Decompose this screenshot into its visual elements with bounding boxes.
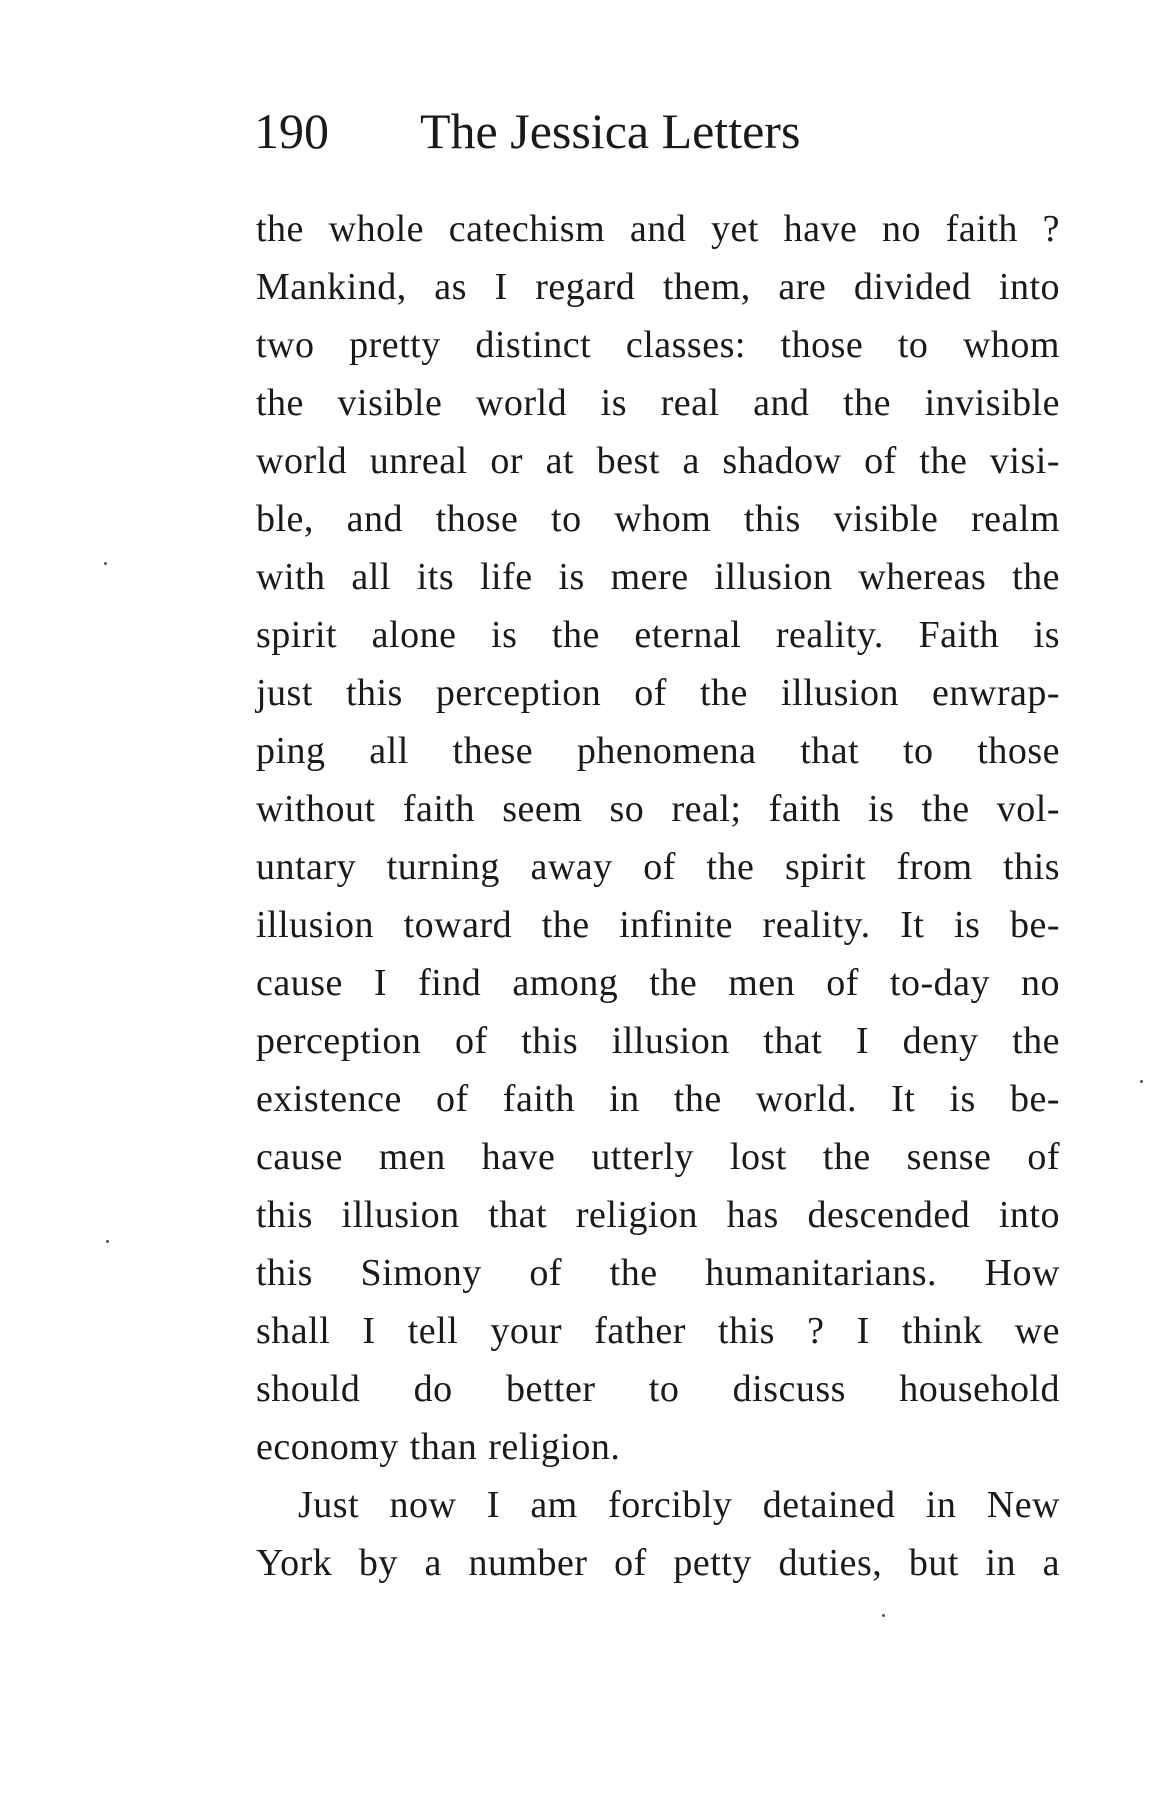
text-line: ping all these phenomena that to those xyxy=(256,730,1060,772)
text-line: York by a number of petty duties, but in a xyxy=(256,1542,1060,1584)
text-line: cause men have utterly lost the sense of xyxy=(256,1136,1060,1178)
text-line: with all its life is mere illusion whereas the xyxy=(256,556,1060,598)
text-line: the whole catechism and yet have no faith ? xyxy=(256,208,1060,250)
text-line: world unreal or at best a shadow of the visi- xyxy=(256,440,1060,482)
paper-speck xyxy=(882,1614,885,1617)
text-line: perception of this illusion that I deny the xyxy=(256,1020,1060,1062)
text-line: two pretty distinct classes: those to whom xyxy=(256,324,1060,366)
paper-speck xyxy=(1140,1080,1143,1083)
running-head xyxy=(254,96,1054,166)
text-line: this illusion that religion has descended into xyxy=(256,1194,1060,1236)
paper-speck xyxy=(106,1240,109,1243)
text-line: just this perception of the illusion enwrap- xyxy=(256,672,1060,714)
page-number: 190 xyxy=(254,103,329,159)
paragraph-start-line: Just now I am forcibly detained in New xyxy=(298,1484,1060,1526)
paragraph-end-line: economy than religion. xyxy=(256,1426,621,1468)
text-line: shall I tell your father this ? I think we xyxy=(256,1310,1060,1352)
text-line: illusion toward the infinite reality. It is be- xyxy=(256,904,1060,946)
text-line: should do better to discuss household xyxy=(256,1368,1060,1410)
text-line: this Simony of the humanitarians. How xyxy=(256,1252,1060,1294)
running-title: The Jessica Letters xyxy=(420,103,801,159)
text-line: spirit alone is the eternal reality. Faith is xyxy=(256,614,1060,656)
body-text xyxy=(256,200,1060,1592)
text-line: the visible world is real and the invisible xyxy=(256,382,1060,424)
text-line: existence of faith in the world. It is be- xyxy=(256,1078,1060,1120)
text-line: without faith seem so real; faith is the vol- xyxy=(256,788,1060,830)
text-line: cause I find among the men of to-day no xyxy=(256,962,1060,1004)
text-line: untary turning away of the spirit from this xyxy=(256,846,1060,888)
text-line: Mankind, as I regard them, are divided into xyxy=(256,266,1060,308)
paper-speck xyxy=(104,562,107,565)
text-line: ble, and those to whom this visible realm xyxy=(256,498,1060,540)
